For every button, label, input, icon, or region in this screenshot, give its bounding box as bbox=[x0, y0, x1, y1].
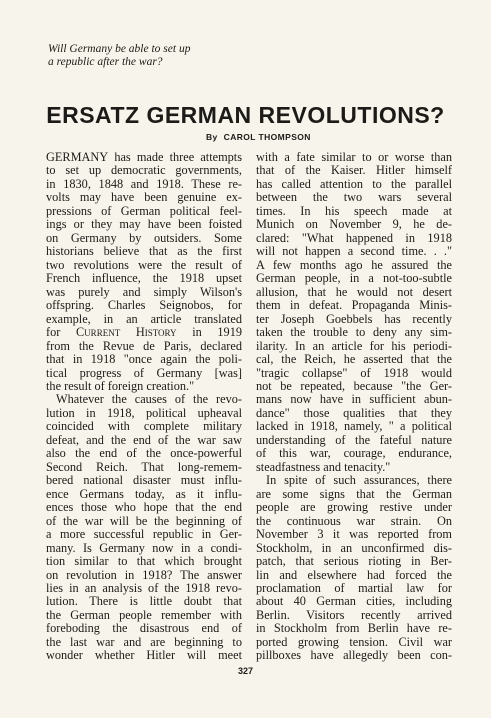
text-line: from the Revue de Paris, declared bbox=[46, 339, 242, 353]
text-line: in Stockholm from Berlin have re- bbox=[256, 622, 452, 636]
text-line: the German people remember with bbox=[46, 608, 242, 622]
text-line: that of the Kaiser. Hitler himself bbox=[256, 164, 452, 178]
text-line: lacked in 1918, namely, " a political bbox=[256, 420, 452, 434]
text-line: taken the trouble to deny any sim- bbox=[256, 326, 452, 340]
text-line: volts may have been genuine ex- bbox=[46, 191, 242, 205]
text-line: lution. There is little doubt that bbox=[46, 595, 242, 609]
text-line: bered national disaster must influ- bbox=[46, 474, 242, 488]
text-line: on revolution in 1918? The answer bbox=[46, 568, 242, 582]
text-line: A few months ago he assured the bbox=[256, 258, 452, 272]
text-line: tion similar to that which brought bbox=[46, 555, 242, 569]
article-title: ERSATZ GERMAN REVOLUTIONS? bbox=[46, 102, 445, 128]
page-number: 327 bbox=[237, 666, 254, 676]
text-line: in 1830, 1848 and 1918. These re- bbox=[46, 177, 242, 191]
text-line: November 3 it was reported from bbox=[256, 528, 452, 542]
text-line: patch, that serious rioting in Ber- bbox=[256, 555, 452, 569]
text-line: lies in an analysis of the 1918 revo- bbox=[46, 582, 242, 595]
text-line: Second Reich. That long-remem- bbox=[46, 460, 242, 474]
text-line: not be repeated, because "the Ger- bbox=[256, 379, 452, 393]
blurb-line: Will Germany be able to set up bbox=[48, 43, 191, 55]
text-line: that in 1918 "once again the poli- bbox=[46, 353, 242, 367]
text-line: tical progress of Germany [was] bbox=[46, 366, 242, 380]
text-line: "tragic collapse" of 1918 would bbox=[256, 366, 452, 380]
text-line: times. In his speech made at bbox=[256, 204, 452, 218]
text-line: of the war will be the beginning of bbox=[46, 514, 242, 528]
byline-by: By bbox=[206, 132, 218, 142]
text-line: between the two wars several bbox=[256, 191, 452, 205]
text-line: was purely and simply Wilson's bbox=[46, 285, 242, 299]
text-line: pressions of German political feel- bbox=[46, 204, 242, 218]
byline bbox=[206, 132, 311, 142]
text-line: Munich on November 9, he de- bbox=[256, 218, 452, 232]
text-line: historians believe that as the first bbox=[46, 245, 242, 259]
blurb-line: a republic after the war? bbox=[48, 56, 163, 68]
text-line: pillboxes have allegedly been con- bbox=[256, 649, 452, 663]
text-line: on Germany by outsiders. Some bbox=[46, 231, 242, 245]
text-line: many. Is Germany now in a condi- bbox=[46, 541, 242, 555]
text-line: Stockholm, in an unconfirmed dis- bbox=[256, 541, 452, 555]
text-line: wonder whether Hitler will meet bbox=[46, 649, 242, 663]
text-line: mans now have in sufficient abun- bbox=[256, 393, 452, 407]
text-line: ence Germans today, as it influ- bbox=[46, 487, 242, 501]
text-line: defeat, and the end of the war saw bbox=[46, 433, 242, 447]
text-line: has called attention to the parallel bbox=[256, 177, 452, 191]
text-line: are some signs that the German bbox=[256, 487, 452, 501]
text-line: lin and elsewhere had forced the bbox=[256, 568, 452, 582]
text-line: also the end of the once-powerful bbox=[46, 447, 242, 461]
text-line: example, in an article translated bbox=[46, 312, 242, 326]
text-line: allusion, that he would not desert bbox=[256, 285, 452, 299]
text-line: ter Joseph Goebbels has recently bbox=[256, 312, 452, 326]
text-line: them in defeat. Propaganda Minis- bbox=[256, 299, 452, 313]
text-line: Whatever the causes of the revo- bbox=[56, 393, 242, 407]
text-line: coincided with complete military bbox=[46, 420, 242, 434]
text-line: In spite of such assurances, there bbox=[266, 474, 452, 488]
left-column bbox=[46, 151, 242, 663]
text-line: about 40 German cities, including bbox=[256, 595, 452, 609]
text-line: the last war and are beginning to bbox=[46, 635, 242, 649]
text-line: ilarity. In an article for his periodi- bbox=[256, 339, 452, 353]
text-line: dance" those qualities that they bbox=[256, 406, 452, 420]
text-line: foreboding the disastrous end of bbox=[46, 622, 242, 636]
text-line: steadfastness and tenacity." bbox=[256, 460, 391, 474]
text-line: German people, in a not-too-subtle bbox=[256, 272, 452, 286]
text-line: for Current History in 1919 bbox=[46, 326, 242, 340]
text-line: of this war, courage, endurance, bbox=[256, 447, 452, 461]
text-line: people are growing restive under bbox=[256, 501, 452, 515]
text-line: two revolutions were the result of bbox=[46, 258, 242, 272]
text-line: a more successful republic in Ger- bbox=[46, 528, 242, 542]
right-column bbox=[256, 151, 452, 663]
text-line: lution in 1918, political upheaval bbox=[46, 406, 242, 420]
text-line: ings or they may have been foisted bbox=[46, 218, 242, 232]
text-line: understanding of the fateful nature bbox=[256, 433, 452, 447]
text-line: proclamation of martial law for bbox=[256, 582, 452, 595]
text-line: clared: "What happened in 1918 bbox=[256, 231, 452, 245]
text-line: French influence, the 1918 upset bbox=[46, 272, 242, 286]
text-line: GERMANY has made three attempts bbox=[46, 151, 242, 164]
text-line: ported growing tension. Civil war bbox=[256, 635, 452, 649]
text-line: cal, the Reich, he asserted that the bbox=[256, 353, 452, 367]
text-line: Berlin. Visitors recently arrived bbox=[256, 608, 452, 622]
text-line: offspring. Charles Seignobos, for bbox=[46, 299, 242, 313]
text-line: with a fate similar to or worse than bbox=[256, 151, 452, 164]
text-line: the result of foreign creation." bbox=[46, 379, 195, 393]
text-line: to set up democratic governments, bbox=[46, 164, 242, 178]
intro-blurb bbox=[48, 43, 278, 69]
byline-author: CAROL THOMPSON bbox=[223, 132, 311, 142]
text-line: ences those who hope that the end bbox=[46, 501, 242, 515]
text-line: will not happen a second time. . ." bbox=[256, 245, 452, 259]
text-line: the continuous war strain. On bbox=[256, 514, 452, 528]
